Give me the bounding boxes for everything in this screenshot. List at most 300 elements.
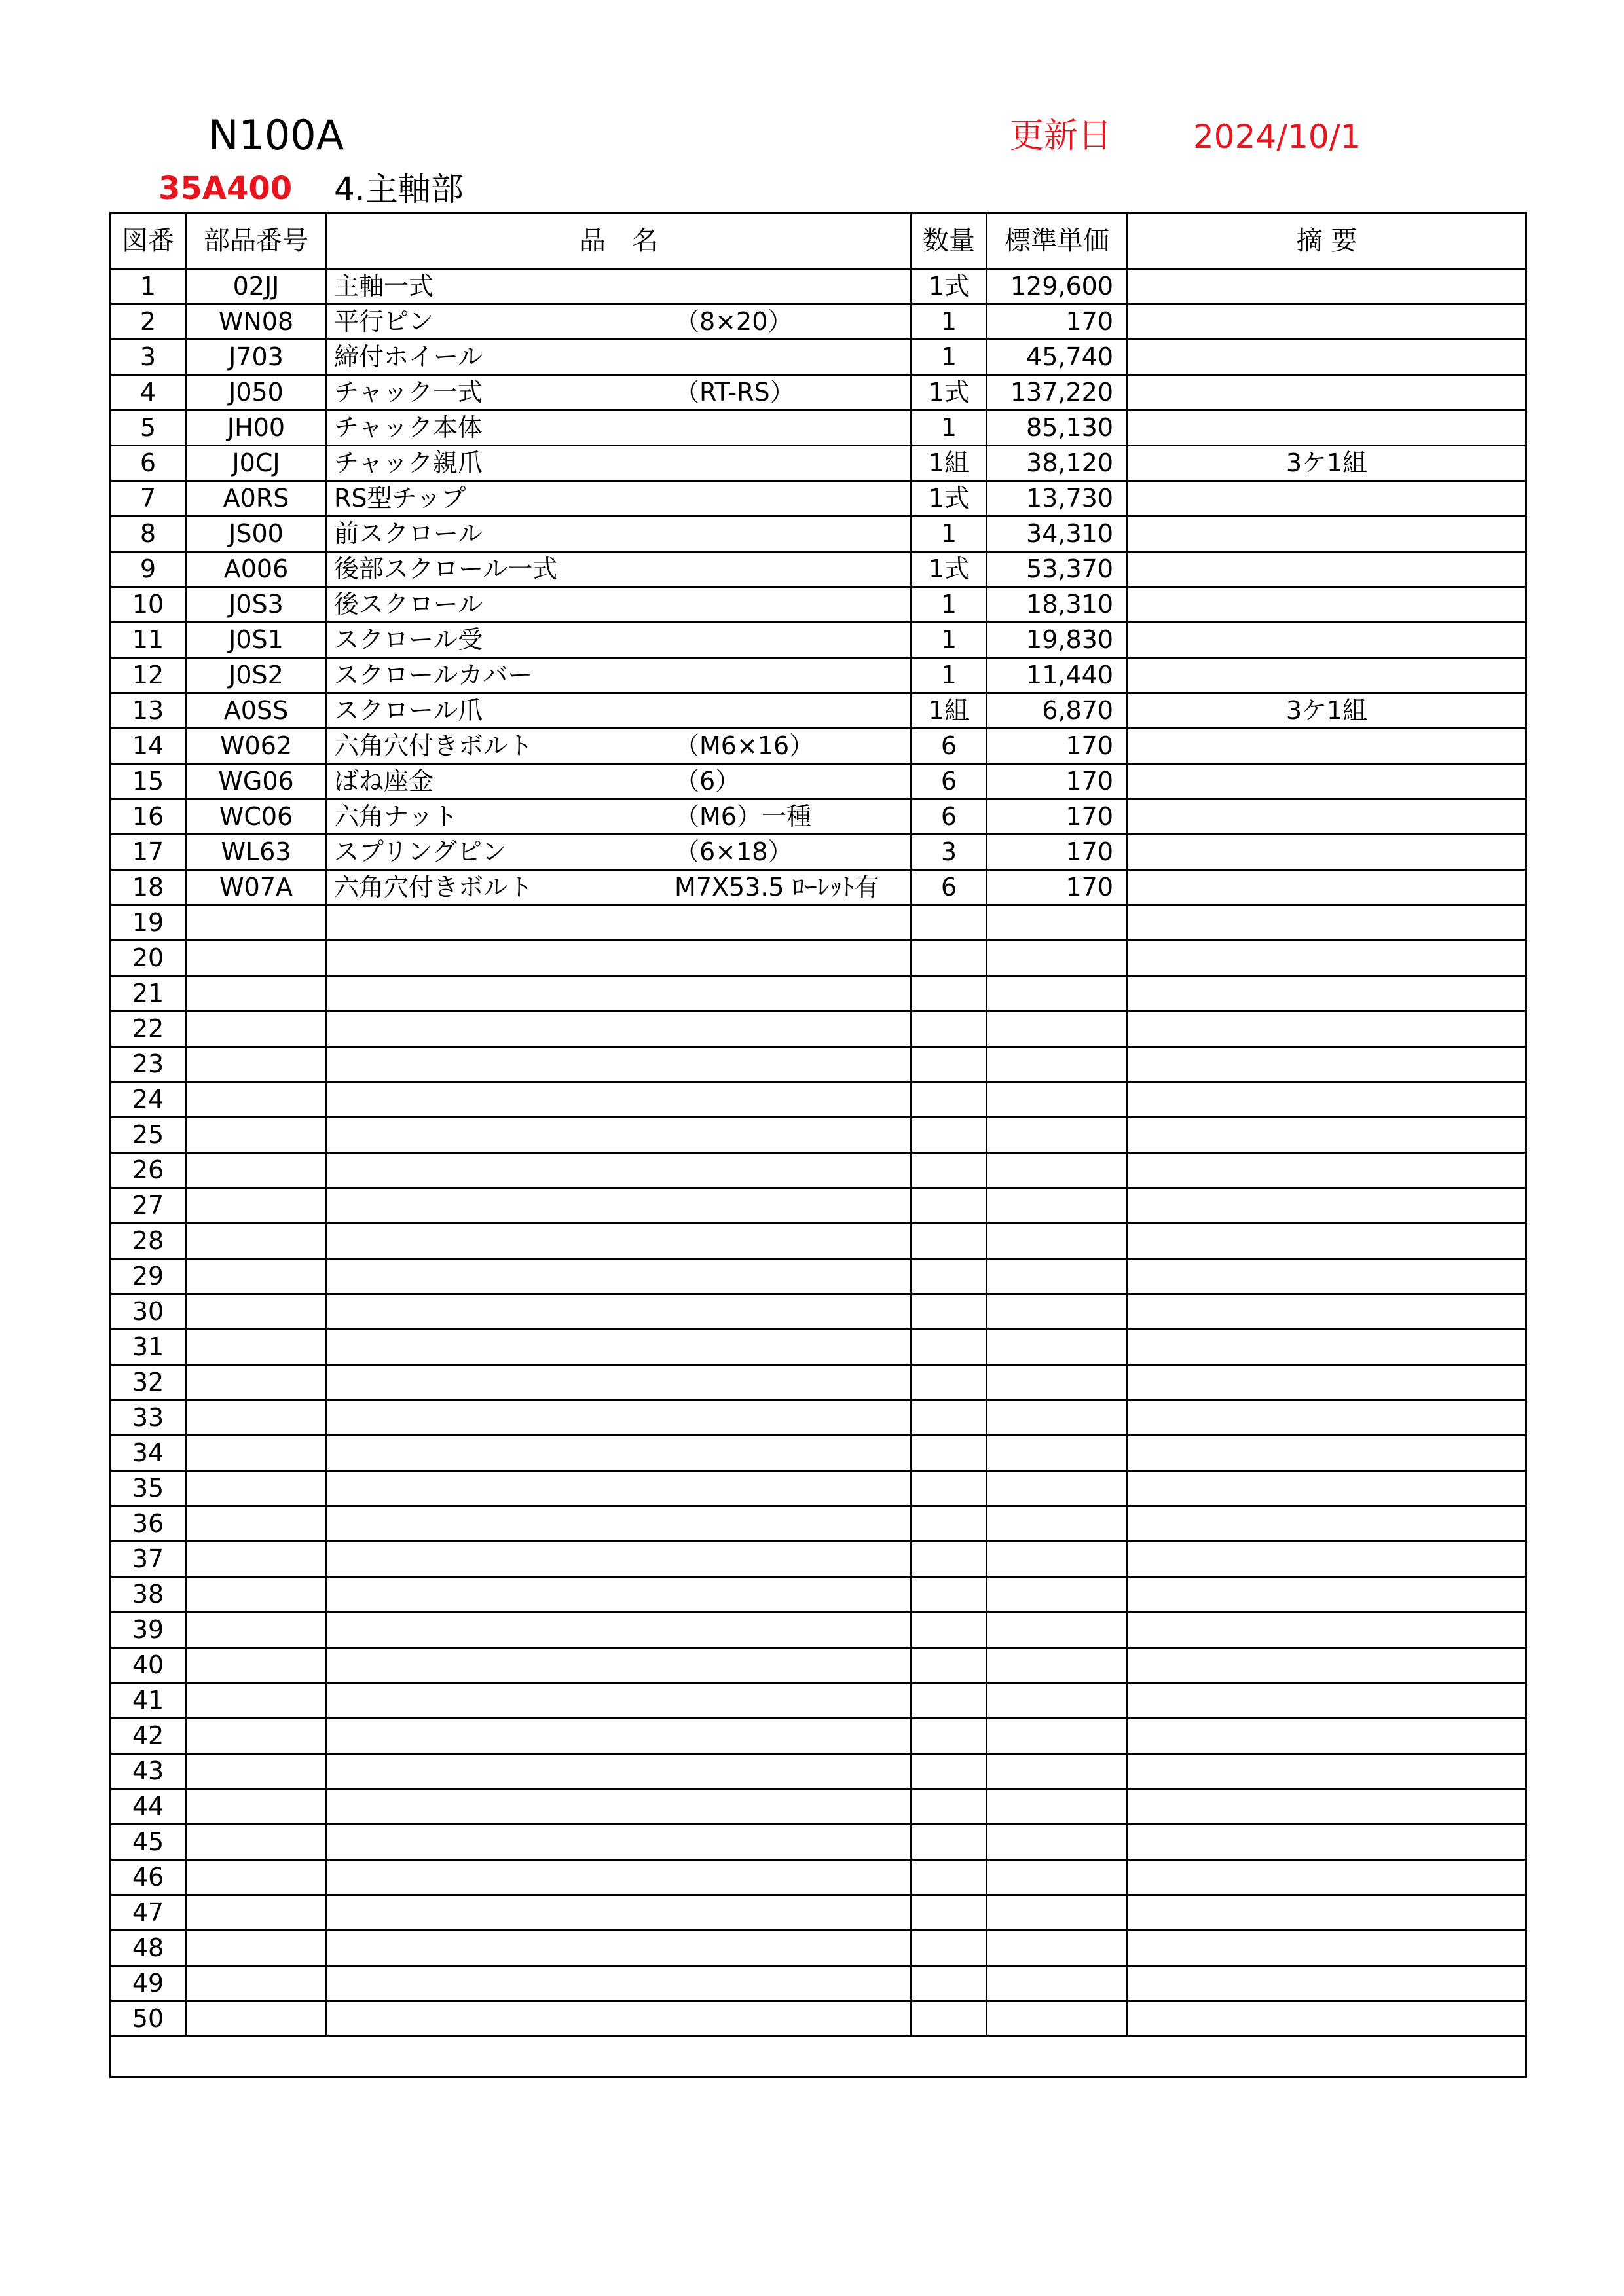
cell-item-name — [327, 552, 912, 587]
cell-figure-no: 25 — [111, 1118, 186, 1153]
cell-item-name — [327, 410, 912, 446]
cell-figure-no: 32 — [111, 1365, 186, 1400]
table-row — [111, 835, 1526, 870]
cell-quantity — [912, 1259, 987, 1294]
cell-remarks — [1128, 340, 1526, 375]
cell-item-name — [327, 1118, 912, 1153]
table-row — [111, 587, 1526, 623]
cell-part-number: A0SS — [186, 693, 327, 729]
cell-unit-price — [987, 1118, 1128, 1153]
cell-part-number — [186, 1789, 327, 1825]
cell-part-number — [186, 1436, 327, 1471]
column-header-price: 標準単価 — [987, 213, 1128, 269]
cell-quantity — [912, 1613, 987, 1648]
cell-part-number — [186, 1542, 327, 1577]
table-row — [111, 1506, 1526, 1542]
table-row — [111, 870, 1526, 905]
cell-quantity: 6 — [912, 870, 987, 905]
cell-remarks — [1128, 1931, 1526, 1966]
cell-quantity — [912, 1648, 987, 1683]
cell-figure-no: 11 — [111, 623, 186, 658]
cell-figure-no: 39 — [111, 1613, 186, 1648]
cell-part-number: W07A — [186, 870, 327, 905]
cell-item-name — [327, 1542, 912, 1577]
footer-cell — [111, 2037, 1526, 2077]
cell-quantity — [912, 1860, 987, 1895]
cell-remarks — [1128, 1542, 1526, 1577]
item-name: ばね座金 — [334, 767, 434, 795]
cell-remarks — [1128, 1188, 1526, 1224]
item-name: 六角ナット — [334, 802, 458, 831]
cell-part-number: J0S3 — [186, 587, 327, 623]
cell-unit-price — [987, 1224, 1128, 1259]
cell-unit-price — [987, 1259, 1128, 1294]
cell-unit-price — [987, 1895, 1128, 1931]
cell-remarks — [1128, 1400, 1526, 1436]
cell-figure-no: 21 — [111, 976, 186, 1011]
cell-part-number — [186, 1825, 327, 1860]
cell-item-name — [327, 1259, 912, 1294]
table-row — [111, 1895, 1526, 1931]
cell-quantity: 1 — [912, 587, 987, 623]
cell-figure-no: 28 — [111, 1224, 186, 1259]
cell-remarks — [1128, 304, 1526, 340]
cell-part-number — [186, 1400, 327, 1436]
cell-part-number — [186, 1506, 327, 1542]
table-row — [111, 304, 1526, 340]
cell-quantity — [912, 1683, 987, 1719]
cell-item-name — [327, 1400, 912, 1436]
table-row — [111, 976, 1526, 1011]
item-name: 主軸一式 — [334, 272, 434, 301]
cell-item-name — [327, 1683, 912, 1719]
cell-item-name — [327, 1506, 912, 1542]
cell-part-number — [186, 976, 327, 1011]
table-row — [111, 1153, 1526, 1188]
item-spec: （6×18） — [674, 837, 793, 866]
cell-item-name — [327, 729, 912, 764]
cell-part-number — [186, 1047, 327, 1082]
item-name: 平行ピン — [334, 307, 434, 336]
cell-item-name — [327, 446, 912, 481]
cell-figure-no: 3 — [111, 340, 186, 375]
table-row — [111, 410, 1526, 446]
cell-unit-price — [987, 905, 1128, 941]
cell-remarks — [1128, 1719, 1526, 1754]
table-row — [111, 729, 1526, 764]
cell-unit-price — [987, 1365, 1128, 1400]
cell-unit-price: 38,120 — [987, 446, 1128, 481]
cell-quantity: 1式 — [912, 481, 987, 517]
table-row — [111, 552, 1526, 587]
cell-item-name — [327, 905, 912, 941]
cell-figure-no: 10 — [111, 587, 186, 623]
cell-item-name — [327, 1648, 912, 1683]
cell-quantity: 6 — [912, 729, 987, 764]
cell-unit-price — [987, 1188, 1128, 1224]
cell-item-name — [327, 1895, 912, 1931]
cell-part-number: W062 — [186, 729, 327, 764]
cell-figure-no: 38 — [111, 1577, 186, 1613]
table-row — [111, 1542, 1526, 1577]
cell-figure-no: 1 — [111, 269, 186, 304]
cell-item-name — [327, 1719, 912, 1754]
item-name: スクロールカバー — [334, 661, 533, 689]
cell-quantity — [912, 1294, 987, 1330]
unit-code: 35A400 — [158, 170, 293, 207]
column-header-no: 図番 — [111, 213, 186, 269]
cell-unit-price: 137,220 — [987, 375, 1128, 410]
table-row — [111, 1259, 1526, 1294]
cell-quantity — [912, 941, 987, 976]
cell-remarks — [1128, 1011, 1526, 1047]
cell-unit-price — [987, 1047, 1128, 1082]
table-row — [111, 375, 1526, 410]
cell-quantity — [912, 1330, 987, 1365]
cell-item-name — [327, 1577, 912, 1613]
cell-remarks — [1128, 976, 1526, 1011]
cell-unit-price — [987, 1683, 1128, 1719]
cell-quantity — [912, 1118, 987, 1153]
cell-part-number: J0S2 — [186, 658, 327, 693]
table-row — [111, 941, 1526, 976]
table-header-row — [111, 213, 1526, 269]
cell-unit-price: 170 — [987, 304, 1128, 340]
cell-remarks — [1128, 835, 1526, 870]
item-name: スクロール受 — [334, 625, 483, 654]
cell-figure-no: 4 — [111, 375, 186, 410]
cell-remarks — [1128, 799, 1526, 835]
cell-unit-price — [987, 1789, 1128, 1825]
cell-quantity — [912, 1754, 987, 1789]
cell-item-name — [327, 976, 912, 1011]
cell-item-name — [327, 269, 912, 304]
cell-item-name — [327, 870, 912, 905]
cell-part-number — [186, 1754, 327, 1789]
cell-quantity: 3 — [912, 835, 987, 870]
cell-part-number — [186, 1011, 327, 1047]
table-row — [111, 1648, 1526, 1683]
cell-part-number: 02JJ — [186, 269, 327, 304]
cell-unit-price: 170 — [987, 799, 1128, 835]
cell-unit-price — [987, 1577, 1128, 1613]
item-name: スクロール爪 — [334, 696, 483, 725]
cell-quantity — [912, 1789, 987, 1825]
cell-figure-no: 19 — [111, 905, 186, 941]
item-name: チャック本体 — [334, 413, 483, 442]
cell-remarks — [1128, 1825, 1526, 1860]
cell-remarks — [1128, 1436, 1526, 1471]
cell-figure-no: 35 — [111, 1471, 186, 1506]
cell-remarks — [1128, 375, 1526, 410]
table-row — [111, 1719, 1526, 1754]
cell-figure-no: 36 — [111, 1506, 186, 1542]
cell-figure-no: 37 — [111, 1542, 186, 1577]
table-row — [111, 1011, 1526, 1047]
cell-unit-price — [987, 1436, 1128, 1471]
cell-part-number — [186, 1118, 327, 1153]
cell-figure-no: 41 — [111, 1683, 186, 1719]
cell-part-number — [186, 1577, 327, 1613]
cell-figure-no: 30 — [111, 1294, 186, 1330]
cell-unit-price — [987, 1082, 1128, 1118]
table-row — [111, 1613, 1526, 1648]
table-row — [111, 481, 1526, 517]
cell-figure-no: 18 — [111, 870, 186, 905]
cell-figure-no: 22 — [111, 1011, 186, 1047]
cell-unit-price: 45,740 — [987, 340, 1128, 375]
cell-unit-price — [987, 1011, 1128, 1047]
cell-figure-no: 6 — [111, 446, 186, 481]
cell-figure-no: 40 — [111, 1648, 186, 1683]
cell-unit-price — [987, 1648, 1128, 1683]
cell-item-name — [327, 1789, 912, 1825]
cell-part-number — [186, 2001, 327, 2037]
cell-figure-no: 50 — [111, 2001, 186, 2037]
cell-quantity — [912, 1011, 987, 1047]
cell-remarks — [1128, 552, 1526, 587]
cell-figure-no: 20 — [111, 941, 186, 976]
cell-quantity — [912, 1577, 987, 1613]
cell-unit-price — [987, 2001, 1128, 2037]
cell-item-name — [327, 835, 912, 870]
cell-remarks — [1128, 658, 1526, 693]
cell-quantity: 1 — [912, 517, 987, 552]
model-name: N100A — [208, 111, 344, 159]
cell-remarks — [1128, 410, 1526, 446]
cell-quantity — [912, 1188, 987, 1224]
cell-quantity — [912, 905, 987, 941]
cell-figure-no: 9 — [111, 552, 186, 587]
cell-part-number: A0RS — [186, 481, 327, 517]
table-row — [111, 1365, 1526, 1400]
column-header-qty: 数量 — [912, 213, 987, 269]
cell-part-number — [186, 1860, 327, 1895]
item-name: 六角穴付きボルト — [334, 731, 534, 760]
cell-quantity: 1式 — [912, 552, 987, 587]
cell-part-number — [186, 1224, 327, 1259]
cell-figure-no: 31 — [111, 1330, 186, 1365]
table-row — [111, 1224, 1526, 1259]
cell-unit-price — [987, 1754, 1128, 1789]
cell-figure-no: 26 — [111, 1153, 186, 1188]
cell-item-name — [327, 623, 912, 658]
cell-item-name — [327, 587, 912, 623]
cell-part-number: J050 — [186, 375, 327, 410]
cell-unit-price — [987, 1330, 1128, 1365]
cell-part-number — [186, 905, 327, 941]
cell-quantity — [912, 1365, 987, 1400]
cell-remarks — [1128, 1789, 1526, 1825]
cell-unit-price — [987, 1400, 1128, 1436]
cell-remarks — [1128, 1613, 1526, 1648]
cell-quantity — [912, 2001, 987, 2037]
cell-remarks — [1128, 1895, 1526, 1931]
cell-remarks — [1128, 1683, 1526, 1719]
cell-remarks — [1128, 1047, 1526, 1082]
cell-quantity — [912, 1895, 987, 1931]
cell-figure-no: 24 — [111, 1082, 186, 1118]
cell-figure-no: 12 — [111, 658, 186, 693]
cell-remarks — [1128, 481, 1526, 517]
cell-figure-no: 13 — [111, 693, 186, 729]
table-row — [111, 1330, 1526, 1365]
cell-item-name — [327, 1754, 912, 1789]
cell-item-name — [327, 375, 912, 410]
table-row — [111, 1825, 1526, 1860]
cell-quantity — [912, 1825, 987, 1860]
cell-part-number: A006 — [186, 552, 327, 587]
cell-item-name — [327, 1365, 912, 1400]
cell-item-name — [327, 340, 912, 375]
cell-figure-no: 23 — [111, 1047, 186, 1082]
cell-unit-price — [987, 976, 1128, 1011]
cell-unit-price: 6,870 — [987, 693, 1128, 729]
cell-remarks — [1128, 764, 1526, 799]
cell-figure-no: 16 — [111, 799, 186, 835]
item-name: 後スクロール — [334, 590, 483, 619]
cell-part-number — [186, 1613, 327, 1648]
cell-unit-price: 85,130 — [987, 410, 1128, 446]
cell-quantity: 1組 — [912, 693, 987, 729]
cell-remarks — [1128, 941, 1526, 976]
cell-remarks — [1128, 1224, 1526, 1259]
item-name: 前スクロール — [334, 519, 483, 548]
cell-remarks — [1128, 1860, 1526, 1895]
cell-figure-no: 17 — [111, 835, 186, 870]
cell-quantity: 1 — [912, 340, 987, 375]
cell-unit-price — [987, 1825, 1128, 1860]
cell-item-name — [327, 1047, 912, 1082]
cell-remarks — [1128, 870, 1526, 905]
table-row — [111, 269, 1526, 304]
cell-item-name — [327, 658, 912, 693]
cell-item-name — [327, 517, 912, 552]
cell-figure-no: 47 — [111, 1895, 186, 1931]
cell-remarks — [1128, 1082, 1526, 1118]
cell-unit-price — [987, 1860, 1128, 1895]
cell-quantity — [912, 1436, 987, 1471]
table-row — [111, 1188, 1526, 1224]
item-spec: （RT-RS） — [674, 378, 795, 407]
cell-unit-price: 13,730 — [987, 481, 1128, 517]
table-row — [111, 1860, 1526, 1895]
cell-figure-no: 44 — [111, 1789, 186, 1825]
cell-unit-price — [987, 1294, 1128, 1330]
cell-remarks — [1128, 2001, 1526, 2037]
table-row — [111, 623, 1526, 658]
cell-figure-no: 2 — [111, 304, 186, 340]
cell-unit-price: 170 — [987, 870, 1128, 905]
item-spec: （8×20） — [674, 307, 793, 336]
cell-unit-price — [987, 941, 1128, 976]
cell-part-number — [186, 1648, 327, 1683]
cell-quantity — [912, 1224, 987, 1259]
table-row — [111, 1294, 1526, 1330]
cell-part-number — [186, 1330, 327, 1365]
cell-part-number — [186, 1966, 327, 2001]
cell-unit-price: 11,440 — [987, 658, 1128, 693]
update-label: 更新日 — [1010, 117, 1113, 156]
cell-item-name — [327, 1188, 912, 1224]
item-name: 後部スクロール一式 — [334, 555, 558, 583]
cell-figure-no: 49 — [111, 1966, 186, 2001]
table-footer-row — [111, 2037, 1526, 2077]
cell-unit-price — [987, 1613, 1128, 1648]
cell-item-name — [327, 1436, 912, 1471]
cell-part-number — [186, 1294, 327, 1330]
cell-unit-price: 170 — [987, 729, 1128, 764]
cell-figure-no: 33 — [111, 1400, 186, 1436]
cell-item-name — [327, 941, 912, 976]
cell-figure-no: 46 — [111, 1860, 186, 1895]
cell-figure-no: 8 — [111, 517, 186, 552]
cell-quantity — [912, 1082, 987, 1118]
cell-remarks — [1128, 1259, 1526, 1294]
cell-part-number — [186, 1365, 327, 1400]
table-row — [111, 1931, 1526, 1966]
cell-unit-price: 129,600 — [987, 269, 1128, 304]
cell-part-number — [186, 1259, 327, 1294]
table-row — [111, 1436, 1526, 1471]
cell-quantity: 1式 — [912, 269, 987, 304]
item-spec: M7X53.5 ﾛｰﾚｯﾄ有 — [674, 873, 879, 902]
cell-quantity: 1組 — [912, 446, 987, 481]
cell-figure-no: 5 — [111, 410, 186, 446]
cell-item-name — [327, 481, 912, 517]
section-title: 4.主軸部 — [334, 170, 464, 208]
table-row — [111, 1118, 1526, 1153]
cell-item-name — [327, 304, 912, 340]
cell-part-number: WC06 — [186, 799, 327, 835]
cell-remarks — [1128, 1471, 1526, 1506]
cell-quantity: 6 — [912, 799, 987, 835]
cell-unit-price — [987, 1506, 1128, 1542]
cell-quantity: 1 — [912, 304, 987, 340]
cell-quantity: 1 — [912, 623, 987, 658]
cell-quantity — [912, 1506, 987, 1542]
cell-part-number: WN08 — [186, 304, 327, 340]
cell-remarks: 3ケ1組 — [1128, 693, 1526, 729]
cell-part-number — [186, 1931, 327, 1966]
cell-part-number: WL63 — [186, 835, 327, 870]
cell-remarks — [1128, 1506, 1526, 1542]
cell-quantity — [912, 976, 987, 1011]
cell-part-number: J0CJ — [186, 446, 327, 481]
cell-part-number: J703 — [186, 340, 327, 375]
cell-part-number — [186, 1471, 327, 1506]
item-name: RS型チップ — [334, 484, 466, 513]
table-row — [111, 2001, 1526, 2037]
table-row — [111, 1471, 1526, 1506]
cell-quantity: 1 — [912, 658, 987, 693]
cell-quantity — [912, 1471, 987, 1506]
cell-part-number: WG06 — [186, 764, 327, 799]
cell-remarks — [1128, 1754, 1526, 1789]
cell-part-number — [186, 1719, 327, 1754]
cell-part-number — [186, 1153, 327, 1188]
cell-part-number: JS00 — [186, 517, 327, 552]
item-name: 締付ホイール — [334, 342, 483, 371]
cell-remarks — [1128, 587, 1526, 623]
cell-figure-no: 15 — [111, 764, 186, 799]
cell-quantity — [912, 1153, 987, 1188]
cell-unit-price — [987, 1931, 1128, 1966]
table-row — [111, 658, 1526, 693]
cell-item-name — [327, 1966, 912, 2001]
cell-unit-price — [987, 1542, 1128, 1577]
item-name: 六角穴付きボルト — [334, 873, 534, 902]
